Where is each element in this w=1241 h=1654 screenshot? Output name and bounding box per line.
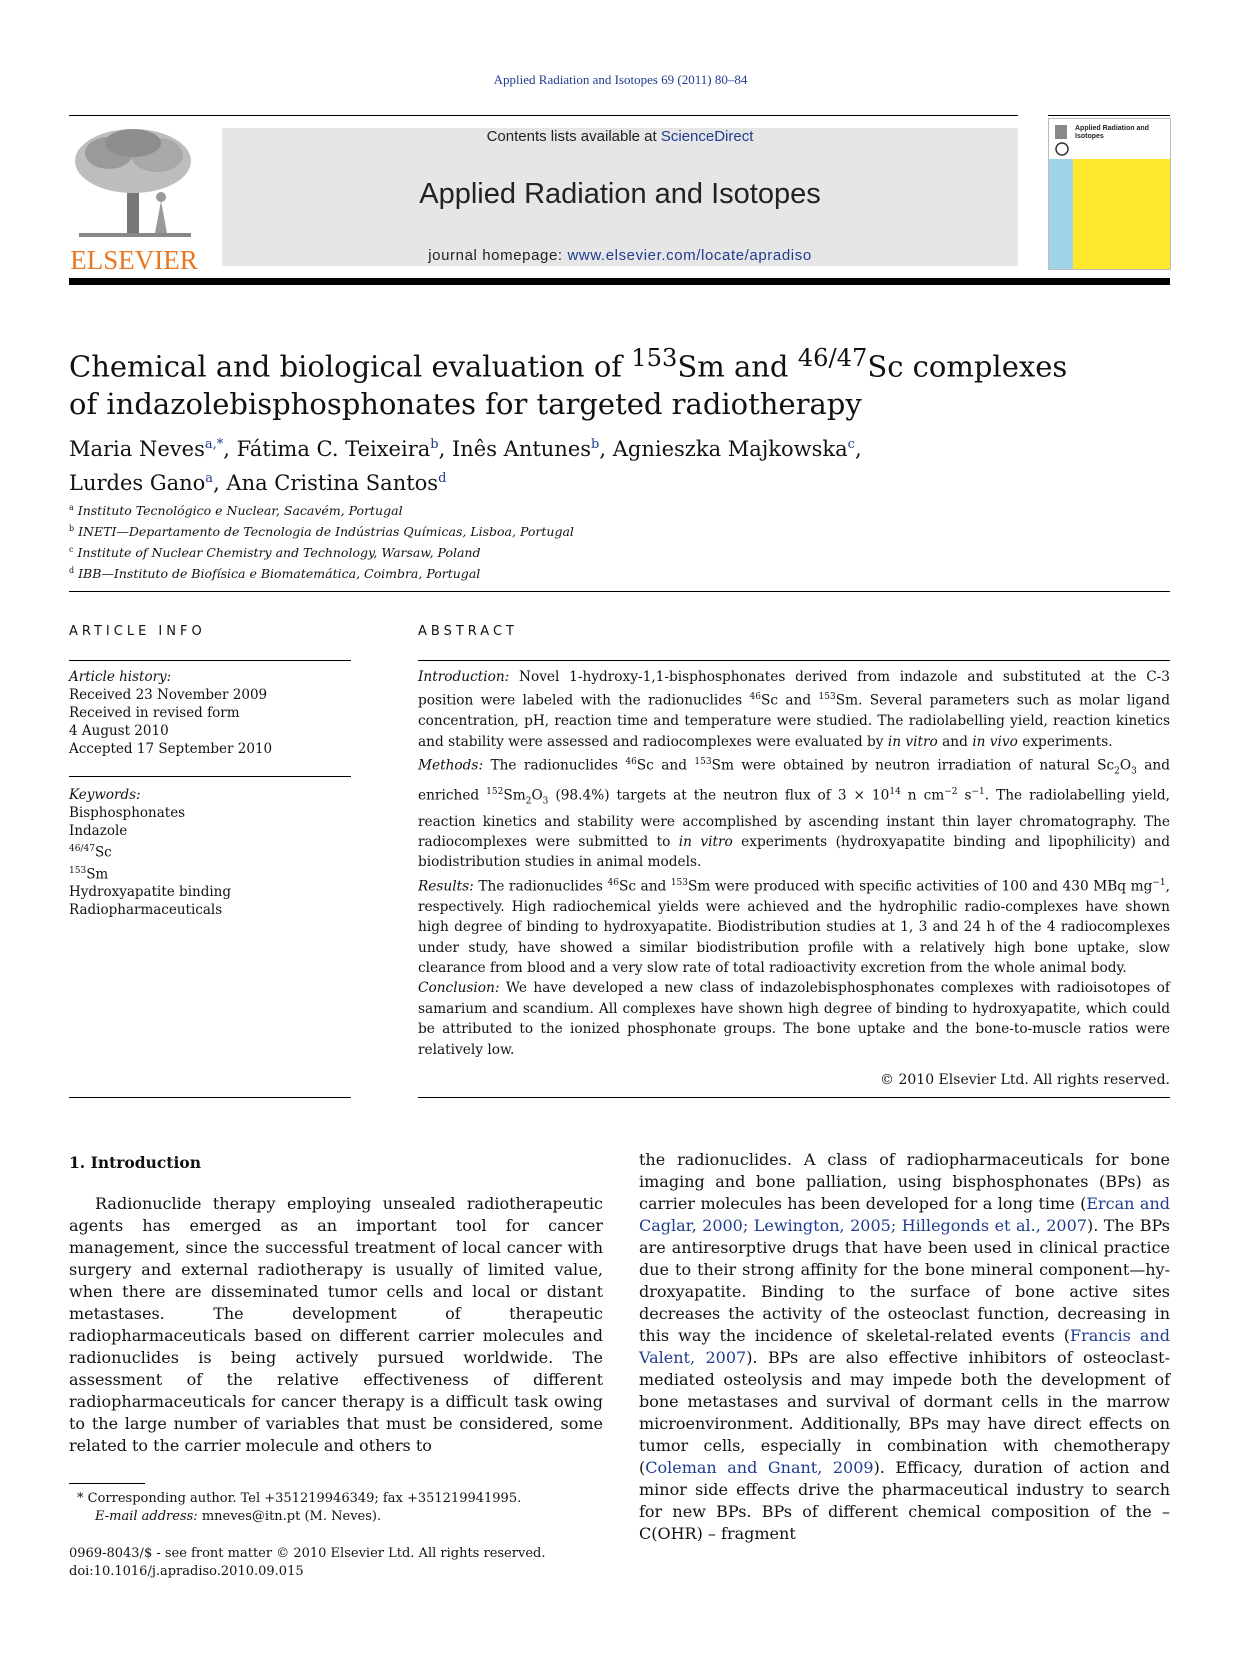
journal-reference[interactable]: Applied Radiation and Isotopes 69 (2011) 80–84 [493,72,748,87]
author-separator: , [438,437,452,461]
abstract-sup: 153 [670,877,689,888]
homepage-link[interactable]: www.elsevier.com/locate/apradiso [567,247,812,264]
abstract-rule [418,660,1170,661]
abstract-text: Novel 1-hydroxy-1,1-bisphosphonates derived from indazole and substituted at the C-3 position were labeled with the radionuclides [418,669,1170,709]
abstract-copyright: © 2010 Elsevier Ltd. All rights reserved. [880,1072,1170,1088]
citation-link[interactable]: Ercan and Caglar, 2000; Lewington, 2005; Hillegonds et al., 2007 [639,1194,1170,1235]
author-separator: , [854,437,862,461]
abstract-sub: 2 [1114,766,1120,777]
abstract-sup: 152 [486,786,504,797]
keyword-superscript: 46/47 [69,844,95,854]
abstract-bottom-rule [418,1097,1170,1098]
article-info-rule [69,660,351,661]
author-affiliation-mark[interactable]: d [438,471,447,486]
abstract-sup: 153 [694,757,712,768]
citation-link[interactable]: Francis and Valent, 2007 [639,1326,1170,1367]
keyword-superscript: 153 [69,865,87,876]
abstract-sub: 2 [525,796,532,807]
citation-link[interactable]: Coleman and Gnant, 2009 [645,1458,874,1477]
history-item: Received 23 November 2009 [69,687,268,703]
abstract-sup: 46 [749,692,761,703]
author-list [69,430,1169,498]
body-text: ). The BPs are antiresorptive drugs that have been used in clinical practice due to their strong affinity for the bone mineral component—hy-droxyapatite. Binding to the surface of bone active sites decreases the activity of the osteoclast function, decreasing in this way the incidence of skeletal-related events ( [639,1216,1170,1345]
abstract-text: Sm were obtained by neutron irradiation of natural Sc [711,757,1115,774]
body-left-column [69,1193,603,1457]
corresponding-author-footnote [69,1490,609,1526]
keywords-label: Keywords: [69,787,141,803]
title-part: Sm and [677,349,798,384]
abstract-text: We have developed a new class of indazolebisphosphonates complexes with radioisotopes of samarium and scandium. All complexes have shown high degree of binding to hydroxyapatite, which could be attributed to the ionized phosphonate groups. The bone uptake and the bone-to-muscle ratios were relatively low. [418,980,1170,1058]
abstract-text: Sc and [761,692,819,709]
footnote-email [69,1508,609,1526]
affiliation-text: Institute of Nuclear Chemistry and Technology, Warsaw, Poland [77,545,481,561]
issn-line: 0969-8043/$ - see front matter © 2010 Elsevier Ltd. All rights reserved. [69,1546,546,1561]
affiliation-line [69,562,1169,583]
contents-prefix: Contents lists available at [486,128,661,145]
abstract-sup: 153 [818,692,836,703]
abstract-text: experiments (hydroxyapatite binding and lipophilicity) and biodistribution studies in animal models. [418,834,1170,871]
abstract-text: experiments. [1017,733,1113,750]
affiliation-key: b [69,524,75,534]
author-separator: , [213,471,227,495]
publisher-logo-text: ELSEVIER [70,245,198,275]
affiliation-text: Instituto Tecnológico e Nuclear, Sacavém, Portugal [77,503,403,519]
homepage-prefix: journal homepage: [428,247,568,264]
article-info-bottom-rule [69,1097,351,1098]
title-line-2: of indazolebisphosphonates for targeted radiotherapy [69,386,862,421]
keyword-text: Sc [94,844,112,861]
affiliation-line [69,499,1169,520]
keyword: Radiopharmaceuticals [69,902,223,918]
author-separator: , [599,437,613,461]
abstract-text: and enriched [418,757,1171,804]
abstract-text: The radionuclides [473,878,608,895]
abstract-text: , respectively. High radiochemical yields were achieved and the hydrophilic radio-complexes have shown high degree of binding to hydroxyapatite. Biodistribution studies at 1, 3 and 24 h of the 4 radiocomplexes under study, have showed a similar biodistribution profile with a relatively high bone uptake, slow clearance from blood and a very slow rate of total radioactivity excretion from the whole animal body. [418,878,1170,976]
journal-title[interactable]: Applied Radiation and Isotopes [419,178,821,210]
abstract-text: Sm. Several parameters such as molar ligand concentration, pH, reaction time and temperature were studied. The radiolabelling yield, reaction kinetics and stability were assessed and radiocomplexes were evaluated by [418,692,1171,750]
abstract-label: Results: [418,878,474,895]
abstract-text: s [957,787,972,804]
abstract-label: Introduction: [418,669,510,685]
abstract-label: Conclusion: [418,980,500,997]
cover-title: Applied Radiation and Isotopes [1075,125,1149,140]
contents-line [222,128,1018,145]
abstract-label: Methods: [418,757,484,774]
title-part: Sc complexes [867,349,1068,384]
header-rule-right [1048,115,1170,116]
keyword [69,862,351,884]
author-separator: , [223,437,237,461]
author-affiliation-mark[interactable]: b [591,437,600,452]
abstract-sup: −1 [971,786,985,797]
header-thick-rule [69,278,1170,285]
affiliation-key: a [69,503,74,512]
abstract-text: . The radiolabelling yield, reaction kinetics and stability were accomplished by ascending instant thin layer chromatography. The radiocomplexes were submitted to [418,787,1170,850]
abstract-text: Sc and [618,878,671,895]
keywords [69,786,351,919]
author-affiliation-mark[interactable]: a,* [204,437,224,452]
author-affiliation-mark[interactable]: b [430,437,439,452]
author-name[interactable]: Lurdes Gano [69,471,206,495]
abstract-sub: 3 [542,796,549,807]
sciencedirect-link[interactable]: ScienceDirect [660,128,754,145]
history-label: Article history: [69,669,172,685]
keyword: Hydroxyapatite binding [69,884,231,900]
email-label: E-mail address: [95,1509,198,1524]
author-affiliation-mark[interactable]: c [847,437,855,452]
abstract-text: Sm were produced with specific activities of 100 and 430 MBq mg [688,878,1153,895]
footnote-contact: * Corresponding author. Tel +351219946349; fax +351219941995. [77,1491,522,1506]
abstract-text: Sc and [636,757,695,774]
abstract-sup: −1 [1152,877,1166,888]
article-title [69,340,1169,423]
affiliations [69,499,1169,584]
body-text: ). Efficacy, duration of action and minor side effects drive the pharmaceutical industry to search for new BPs. BPs of different chemical composition of the – C(OHR) – fragment [639,1458,1170,1543]
abstract-text: O [1119,757,1132,774]
abstract-sup: 46 [607,877,619,888]
abstract-results [418,873,1170,979]
history-item: Received in revised form [69,705,240,721]
abstract-text: The radionuclides [483,757,626,774]
history-item: Accepted 17 September 2010 [69,741,273,757]
body-paragraph: Radionuclide therapy employing unsealed radiotherapeutic agents has emerged as an important tool for cancer management, since the successful treatment of local cancer with surgery and external radiotherapy is usually of limited value, when there are disseminated tumor cells and local or distant metastases. The development of therapeutic radiopharmaceuticals based on different carrier molecules and radionuclides is being actively pursued worldwide. The assessment of the relative effectiveness of different radiopharmaceuticals for cancer therapy is a difficult task owing to the large number of variables that must be considered, some related to the carrier molecule and others to [69,1194,603,1455]
author-name[interactable]: Ana Cristina Santos [226,471,439,495]
title-part: Chemical and biological evaluation of [69,349,632,384]
abstract-conclusion [418,978,1170,1060]
cover-blue-band [1049,159,1073,269]
affiliation-line [69,541,1169,562]
author-name[interactable]: Inês Antunes [451,437,592,461]
abstract-introduction [418,667,1170,752]
affiliation-key: c [69,545,74,555]
abstract-text: and [937,733,973,750]
title-superscript: 153 [631,344,678,372]
keyword: Bisphosphonates [69,805,186,821]
section-rule [69,591,1170,592]
body-paragraph [639,1149,1170,1545]
keyword [69,840,351,862]
abstract-sup: 46 [625,757,637,768]
title-superscript: 46/47 [797,344,868,372]
keyword: Indazole [69,823,128,839]
abstract-text: n cm [900,787,945,804]
elsevier-logo[interactable] [69,125,199,275]
abstract-italic: in vitro [678,834,733,850]
abstract-text: (98.4%) targets at the neutron flux of 3 × 10 [548,787,890,804]
footnote-rule [69,1483,145,1484]
email-value[interactable]: mneves@itn.pt (M. Neves). [197,1509,382,1524]
body-text: ). BPs are also effective inhibitors of osteoclast-mediated osteolysis and may impede both the development of bone metastases and survival of dormant cells in the marrow microenvironment. Additionally, BPs may have direct effects on tumor cells, especially in combination with chemotherapy ( [639,1348,1170,1477]
abstract-methods [418,752,1170,873]
abstract-sup: −2 [944,786,958,797]
affiliation-text: IBB—Instituto de Biofísica e Biomatemática, Coimbra, Portugal [78,566,481,582]
author-affiliation-mark[interactable]: a [205,471,214,486]
abstract-sub: 3 [1131,766,1137,777]
front-matter [69,1545,669,1581]
affiliation-line [69,520,1169,541]
tree-logo-icon [69,125,199,243]
article-history [69,668,351,758]
article-info-rule [69,776,351,777]
header-rule [69,115,1018,116]
abstract-text: O [531,787,543,804]
abstract-sup: 14 [889,786,901,797]
body-right-column [639,1149,1170,1545]
journal-cover-thumbnail[interactable] [1048,118,1171,270]
author-name[interactable]: Fátima C. Teixeira [236,437,431,461]
cover-yellow-panel [1073,159,1170,269]
affiliation-key: d [69,566,75,576]
history-item: 4 August 2010 [69,723,169,739]
abstract-heading: ABSTRACT [418,624,518,639]
author-name[interactable]: Maria Neves [69,437,205,461]
abstract-italic: in vitro [887,733,938,750]
keyword-text: Sm [86,866,109,882]
author-name[interactable]: Agnieszka Majkowska [612,437,848,461]
cover-emblem-icon [1053,123,1071,157]
abstract-italic: in vivo [972,733,1018,750]
body-text: the radionuclides. A class of radiopharmaceuticals for bone imaging and bone palliation, using bisphosphonates (BPs) as carrier molecules has been developed for a long time ( [639,1150,1170,1213]
abstract-body [418,667,1170,1060]
section-heading-introduction: 1. Introduction [69,1153,201,1172]
article-info-heading: ARTICLE INFO [69,624,206,639]
homepage-line [222,247,1018,264]
abstract-text: Sm [503,787,526,804]
doi-line[interactable]: doi:10.1016/j.apradiso.2010.09.015 [69,1564,304,1579]
affiliation-text: INETI—Departamento de Tecnologia de Indústrias Químicas, Lisboa, Portugal [78,524,574,540]
